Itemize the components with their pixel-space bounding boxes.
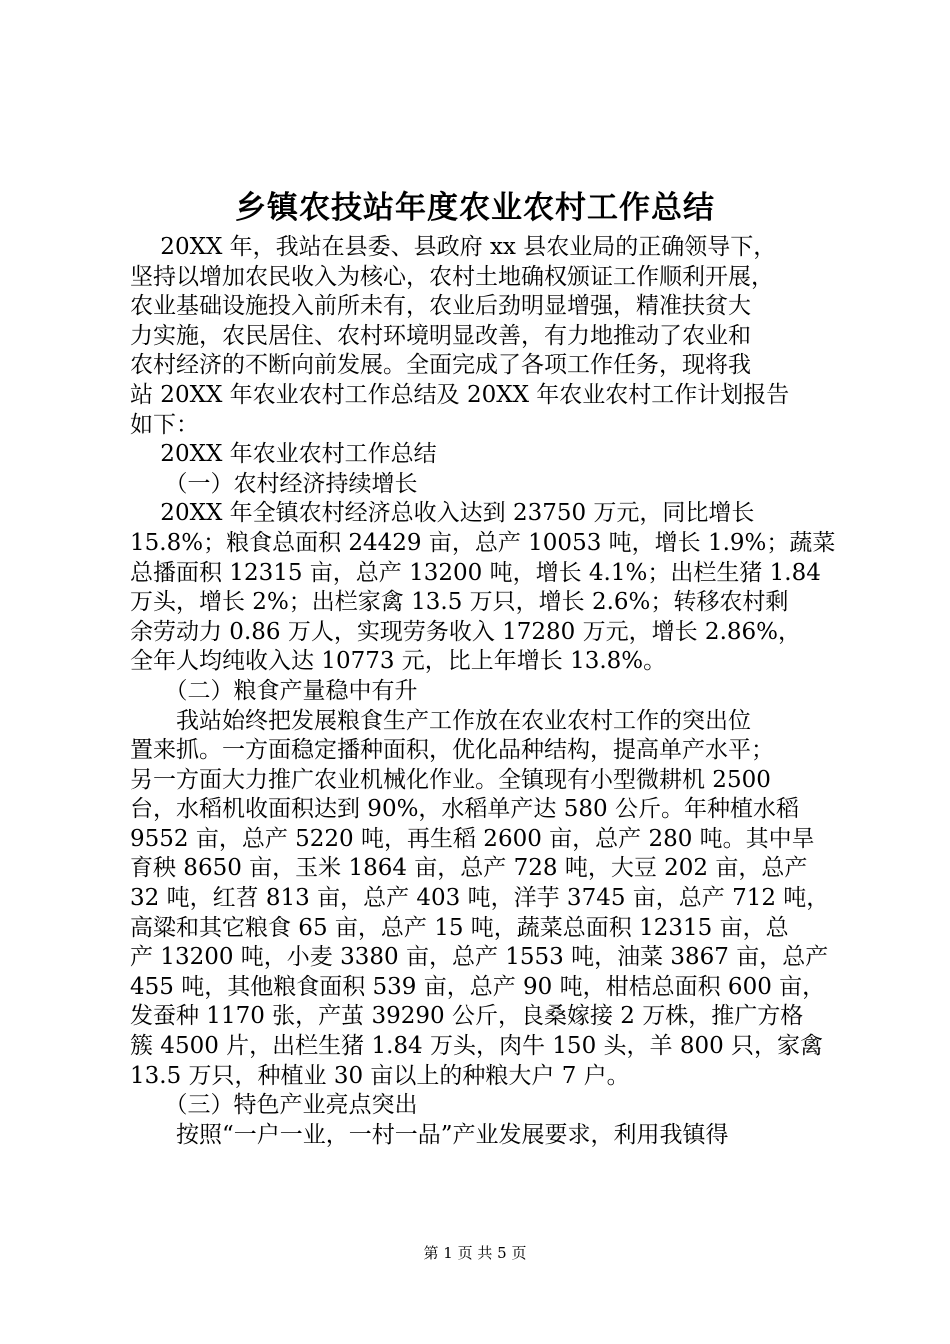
body-line: 13.5 万只，种植业 30 亩以上的种粮大户 7 户。 xyxy=(130,1062,630,1089)
body-line: 9552 亩，总产 5220 吨，再生稻 2600 亩，总产 280 吨。其中旱 xyxy=(130,825,815,852)
body-line: 如下： xyxy=(130,411,199,438)
body-line: 20XX 年，我站在县委、县政府 xx 县农业局的正确领导下， xyxy=(130,234,777,260)
body-line: 育秧 8650 亩，玉米 1864 亩，总产 728 吨，大豆 202 亩，总产 xyxy=(130,855,808,882)
body-line: 32 吨，红苕 813 亩，总产 403 吨，洋芋 3745 亩，总产 712 吨， xyxy=(130,885,830,912)
body-line: 另一方面大力推广农业机械化作业。全镇现有小型微耕机 2500 xyxy=(130,766,771,793)
body-line: 455 吨，其他粮食面积 539 亩，总产 90 吨，柑桔总面积 600 亩， xyxy=(130,973,826,1000)
body-line: 全年人均纯收入达 10773 元，比上年增长 13.8%。 xyxy=(130,648,667,675)
body-line: 高粱和其它粮食 65 亩，总产 15 吨，蔬菜总面积 12315 亩，总 xyxy=(130,914,789,941)
body-line: 产 13200 吨，小麦 3380 亩，总产 1553 吨，油菜 3867 亩，总产 xyxy=(130,944,829,971)
document-body xyxy=(130,233,835,1150)
body-line: 按照“一户一业，一村一品”产业发展要求，利用我镇得 xyxy=(130,1121,729,1148)
section-heading: （一）农村经济持续增长 xyxy=(130,470,418,497)
body-line: 置来抓。一方面稳定播种面积，优化品种结构，提高单产水平； xyxy=(130,737,774,764)
page-footer: 第 1 页 共 5 页 xyxy=(423,1244,527,1262)
body-line: 坚持以增加农民收入为核心，农村土地确权颁证工作顺利开展， xyxy=(130,263,774,290)
body-line: 簇 4500 片，出栏生猪 1.84 万头，肉牛 150 头，羊 800 只，家禽 xyxy=(130,1033,824,1060)
body-line: 15.8%；粮食总面积 24429 亩，总产 10053 吨，增长 1.9%；蔬菜 xyxy=(130,529,835,556)
document-title: 乡镇农技站年度农业农村工作总结 xyxy=(235,190,715,226)
section-heading: （二）粮食产量稳中有升 xyxy=(130,677,418,704)
body-line: 农业基础设施投入前所未有，农业后劲明显增强，精准扶贫大 xyxy=(130,293,751,320)
body-line: 万头，增长 2%；出栏家禽 13.5 万只，增长 2.6%；转移农村剩 xyxy=(130,589,789,616)
body-line: 余劳动力 0.86 万人，实现劳务收入 17280 万元，增长 2.86%， xyxy=(130,618,801,645)
section-heading: 20XX 年农业农村工作总结 xyxy=(130,441,437,468)
body-line: 总播面积 12315 亩，总产 13200 吨，增长 4.1%；出栏生猪 1.84 xyxy=(130,559,821,586)
body-line: 站 20XX 年农业农村工作总结及 20XX 年农业农村工作计划报告 xyxy=(130,381,790,408)
section-heading: （三）特色产业亮点突出 xyxy=(130,1092,418,1119)
body-line: 农村经济的不断向前发展。全面完成了各项工作任务，现将我 xyxy=(130,352,751,379)
body-line: 发蚕种 1170 张，产茧 39290 公斤，良桑嫁接 2 万株，推广方格 xyxy=(130,1003,804,1030)
body-line: 20XX 年全镇农村经济总收入达到 23750 万元，同比增长 xyxy=(130,500,755,527)
body-line: 力实施，农民居住、农村环境明显改善，有力地推动了农业和 xyxy=(130,322,751,349)
body-line: 台，水稻机收面积达到 90%，水稻单产达 580 公斤。年种植水稻 xyxy=(130,796,799,823)
body-line: 我站始终把发展粮食生产工作放在农业农村工作的突出位 xyxy=(130,707,751,734)
